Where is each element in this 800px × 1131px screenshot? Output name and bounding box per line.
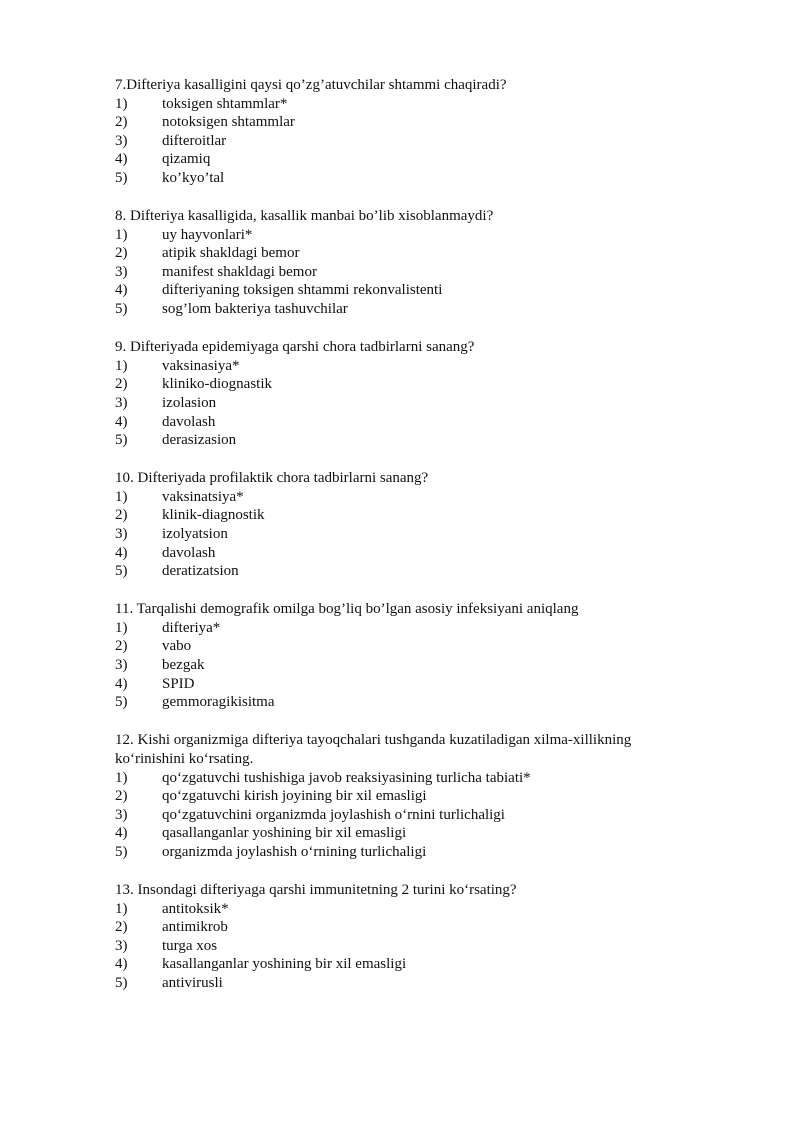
option-4 [115,413,695,432]
option-3 [115,263,695,282]
option-number: 1) [115,619,128,636]
option-number: 5) [115,974,128,991]
option-number: 4) [115,825,128,842]
option-4 [115,281,695,300]
option-number: 3) [115,657,128,674]
option-number: 1) [115,900,128,917]
option-5 [115,300,695,319]
option-number: 4) [115,413,128,430]
option-5 [115,843,695,862]
option-text: klinik-diagnostik [162,507,265,524]
option-text: izolyatsion [162,525,228,542]
document-page [115,76,695,1012]
option-3 [115,937,695,956]
option-text: ko’kyo’tal [162,169,225,186]
option-text: uy hayvonlari* [162,226,253,243]
option-number: 1) [115,95,128,112]
option-text: vaksinatsiya* [162,488,244,505]
option-number: 3) [115,263,128,280]
question-text: 11. Tarqalishi demografik omilga bog’liq bo’lgan asosiy infeksiyani aniqlang [115,601,579,618]
option-text: turga xos [162,937,218,954]
option-5 [115,974,695,993]
option-number: 1) [115,357,128,374]
option-text: qo‘zgatuvchini organizmda joylashish o‘rnini turlichaligi [162,806,505,823]
question-7 [115,76,695,188]
option-text: bezgak [162,657,205,674]
option-5 [115,693,695,712]
option-text: davolash [162,544,216,561]
option-text: qo‘zgatuvchi kirish joyining bir xil emasligi [162,788,427,805]
option-number: 4) [115,282,128,299]
option-number: 2) [115,507,128,524]
option-4 [115,824,695,843]
option-2 [115,244,695,263]
option-1 [115,95,695,114]
question-text: 7.Difteriya kasalligini qaysi qo’zg’atuvchilar shtammi chaqiradi? [115,77,507,93]
option-2 [115,375,695,394]
option-text: antitoksik* [162,900,229,917]
question-11 [115,600,695,712]
option-text: manifest shakldagi bemor [162,263,317,280]
option-text: derasizasion [162,432,237,449]
option-2 [115,637,695,656]
option-2 [115,787,695,806]
option-number: 3) [115,806,128,823]
option-1 [115,226,695,245]
option-text: izolasion [162,394,217,411]
question-text: 12. Kishi organizmiga difteriya tayoqchalari tushganda kuzatiladigan xilma-xillikning ko‘rinishini ko‘rsating. [115,732,632,767]
option-number: 3) [115,394,128,411]
option-number: 2) [115,919,128,936]
option-4 [115,955,695,974]
option-3 [115,656,695,675]
option-number: 1) [115,226,128,243]
option-number: 5) [115,694,128,711]
option-text: notoksigen shtammlar [162,114,295,131]
option-text: toksigen shtammlar* [162,95,288,112]
option-number: 2) [115,245,128,262]
option-3 [115,132,695,151]
option-1 [115,619,695,638]
option-1 [115,769,695,788]
question-13 [115,881,695,993]
question-text: 13. Insondagi difteriyaga qarshi immunitetning 2 turini ko‘rsating? [115,881,517,898]
option-text: difteroitlar [162,132,227,149]
option-text: sog’lom bakteriya tashuvchilar [162,301,348,318]
option-number: 2) [115,638,128,655]
option-2 [115,113,695,132]
option-3 [115,525,695,544]
option-number: 2) [115,376,128,393]
question-text: 9. Difteriyada epidemiyaga qarshi chora tadbirlarni sanang? [115,339,475,356]
option-1 [115,488,695,507]
option-number: 2) [115,114,128,131]
question-8 [115,207,695,319]
option-number: 5) [115,843,128,860]
option-text: vaksinasiya* [162,357,240,374]
option-number: 5) [115,563,128,580]
option-2 [115,506,695,525]
option-number: 4) [115,675,128,692]
option-text: davolash [162,413,216,430]
option-1 [115,357,695,376]
option-number: 4) [115,544,128,561]
option-text: qizamiq [162,151,211,168]
option-3 [115,806,695,825]
option-number: 4) [115,151,128,168]
question-text: 10. Difteriyada profilaktik chora tadbirlarni sanang? [115,470,429,487]
option-text: kasallanganlar yoshining bir xil emasligi [162,956,407,973]
option-4 [115,150,695,169]
option-text: antimikrob [162,919,228,936]
option-number: 1) [115,769,128,786]
option-number: 3) [115,525,128,542]
option-5 [115,169,695,188]
option-text: vabo [162,638,192,655]
option-number: 5) [115,301,128,318]
option-number: 5) [115,169,128,186]
option-number: 4) [115,956,128,973]
option-text: kliniko-diognastik [162,376,272,393]
option-5 [115,562,695,581]
option-text: difteriya* [162,619,221,636]
option-4 [115,544,695,563]
option-text: deratizatsion [162,563,239,580]
option-number: 3) [115,937,128,954]
option-text: gemmoragikisitma [162,694,275,711]
option-text: difteriyaning toksigen shtammi rekonvalistenti [162,282,443,299]
question-9 [115,338,695,450]
option-5 [115,431,695,450]
option-3 [115,394,695,413]
question-12 [115,731,695,861]
option-text: qo‘zgatuvchi tushishiga javob reaksiyasining turlicha tabiati* [162,769,531,786]
option-number: 5) [115,432,128,449]
question-text: 8. Difteriya kasalligida, kasallik manbai bo’lib xisoblanmaydi? [115,208,494,225]
option-text: antivirusli [162,974,223,991]
question-10 [115,469,695,581]
option-text: qasallanganlar yoshining bir xil emasligi [162,825,407,842]
option-4 [115,675,695,694]
option-2 [115,918,695,937]
option-number: 1) [115,488,128,505]
option-number: 2) [115,788,128,805]
option-text: organizmda joylashish o‘rnining turlichaligi [162,843,427,860]
option-text: SPID [162,675,195,692]
option-number: 3) [115,132,128,149]
option-text: atipik shakldagi bemor [162,245,300,262]
option-1 [115,900,695,919]
